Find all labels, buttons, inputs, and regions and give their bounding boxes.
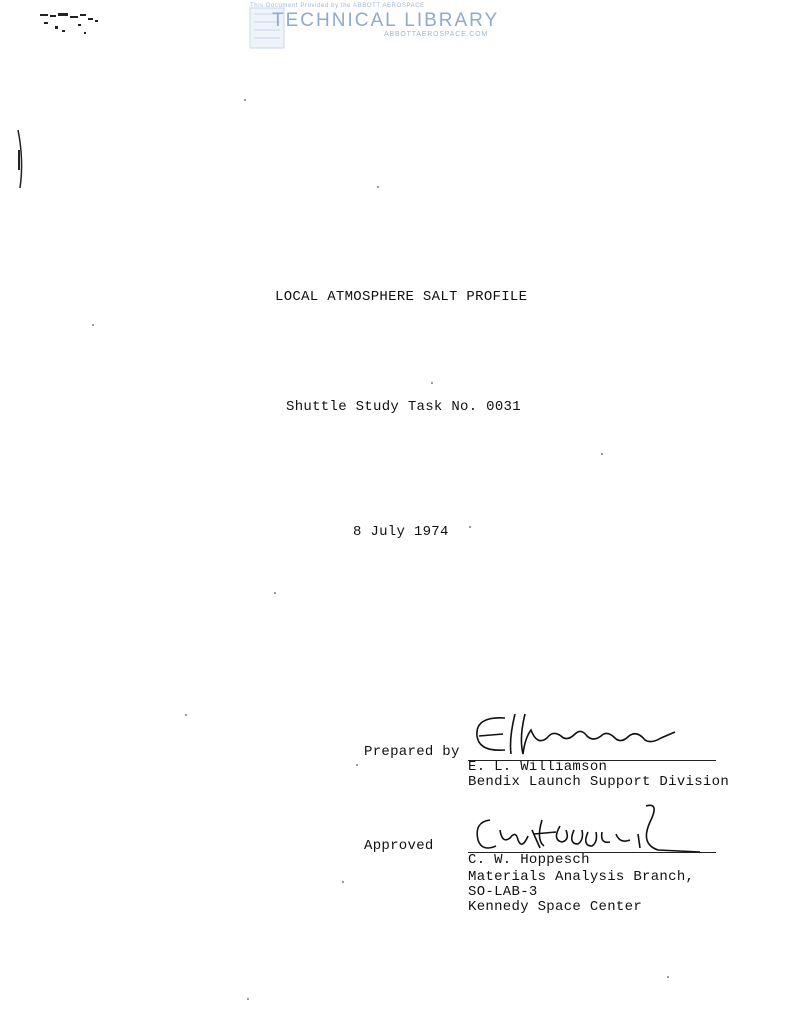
preparer-signature: [465, 708, 695, 760]
watermark-title: TECHNICAL LIBRARY: [272, 10, 500, 31]
approver-signature: [470, 800, 720, 860]
document-date: 8 July 1974: [353, 524, 449, 540]
approver-org-line3: Kennedy Space Center: [468, 899, 643, 915]
approved-label: Approved: [364, 838, 434, 854]
watermark-provider-text: This Document Provided by the ABBOTT AEROSPACE: [250, 3, 425, 9]
prepared-by-label: Prepared by: [364, 744, 460, 760]
task-number: Shuttle Study Task No. 0031: [286, 399, 521, 415]
approver-org-line1: Materials Analysis Branch,: [468, 869, 695, 885]
document-title: LOCAL ATMOSPHERE SALT PROFILE: [275, 289, 528, 305]
watermark-url: ABBOTTAEROSPACE.COM: [384, 31, 489, 38]
approver-org-line2: SO-LAB-3: [468, 884, 538, 900]
approver-name: C. W. Hoppesch: [468, 852, 590, 868]
preparer-organization: Bendix Launch Support Division: [468, 774, 730, 790]
preparer-name: E. L. Williamson: [468, 759, 608, 775]
